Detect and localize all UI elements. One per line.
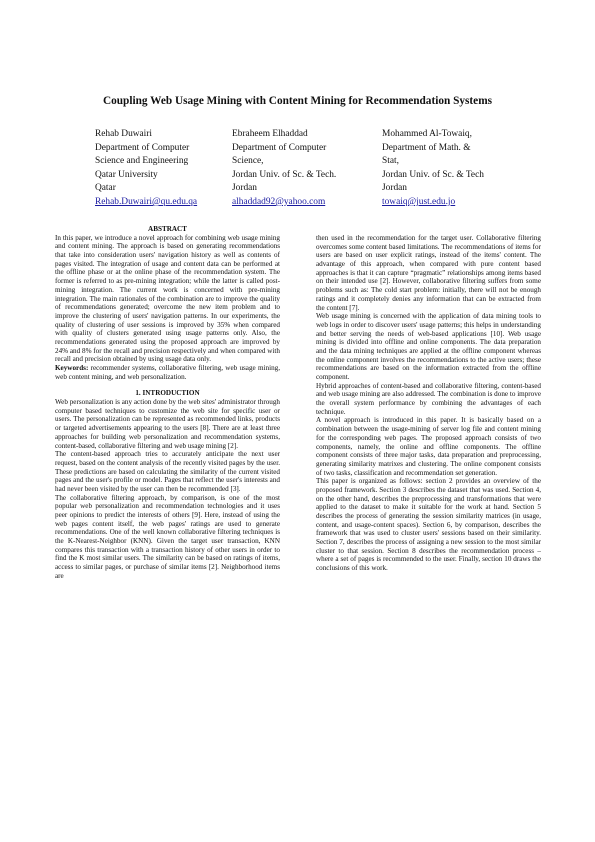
author-email-link[interactable]: towaiq@just.edu.jo — [382, 196, 456, 207]
author-affiliation: Science, — [232, 156, 264, 167]
body-paragraph: Hybrid approaches of content-based and collaborative filtering, content-based and web usage mining are also addressed. The combination is done to improve the overall system performance by combining the advantages of each technique. — [316, 381, 541, 416]
author-affiliation: Department of Math. & — [382, 142, 471, 153]
right-column — [316, 234, 541, 573]
keywords-label: Keywords: — [55, 364, 89, 372]
body-paragraph: The content-based approach tries to accurately anticipate the next user request, based on the content analysis of the recently visited pages by the user. These predictions are based on calculating the similarity of the current visited pages and the user's profile or model. Pages that reflect the user's interests and had never been visited by the user can then be recommended [3]. — [55, 450, 280, 493]
author-affiliation: Qatar University — [95, 169, 158, 180]
abstract-heading: ABSTRACT — [148, 225, 187, 233]
body-paragraph: Web personalization is any action done by the web sites' administrator through computer based techniques to customize the web site for specific user or users. The personalization can be represented as recommended links, products or targeted advertisements appearing to the users [8]. There are at least three approaches for building web personalization and recommendation systems, content-based, collaborative filtering and web usage mining [2]. — [55, 398, 280, 450]
left-column — [55, 225, 280, 581]
body-paragraph: Web usage mining is concerned with the application of data mining tools to web logs in order to discover users' usage patterns; this helps in understanding and better serving the needs of web-based applications [10]. Web usage mining is divided into offline and online components. The data preparation and the data mining techniques are applied at the offline component whereas the online component involves the recommendations to the active users; these recommendations are based on the information extracted from the offline component. — [316, 312, 541, 381]
author-affiliation: Jordan — [232, 183, 257, 194]
body-paragraph: then used in the recommendation for the target user. Collaborative filtering overcomes some content based limitations. The recommendations of items for users are based on user explicit ratings, instead of the items' content. The advantage of this approach, when compared with pure content based approaches is that it can capture “pragmatic” relationships among items based on their intended use [2]. However, collaborative filtering suffers from some problems such as: The cold start problem: initially, there will not be enough ratings and it completely denies any information that can be extracted from the content [7]. — [316, 234, 541, 312]
keywords-text: recommender systems, collaborative filtering, web usage mining, web content mining, and web personalization. — [55, 364, 280, 381]
author-email-link[interactable]: alhaddad92@yahoo.com — [232, 196, 326, 207]
abstract-text: In this paper, we introduce a novel approach for combining web usage mining and content mining. The approach is based on generating recommendations that take into consideration users' navigation history as well as contents of pages visited. The integration of usage and content data can be performed at the offline phase or at the online phase of the recommendation system. The former is referred to as pre-mining integration; while the latter is called post-mining integration. The current work is concerned with pre-mining integration. The main rationales of the combination are to improve the quality of recommendations generated; overcome the new item problem and to improve the clustering of users' navigation patterns. In our experiments, the quality of clustering of user sessions is improved by 35% when compared with quality of clusters generated using usage patterns only. Also, the recommendations generated using the proposed approach are improved by 24% and 8% for the recall and precision respectively and when compared with recall and precision obtained by using usage data only. — [55, 233, 280, 364]
author-affiliation: Stat, — [382, 156, 399, 167]
body-paragraph: This paper is organized as follows: section 2 provides an overview of the proposed framework. Section 3 describes the dataset that was used. Section 4, on the other hand, describes the preprocessing and transformations that were applied to the dataset to make it suitable for the work at hand. Section 5 describes the process of generating the session similarity matrices (in usage, content, and usage-content spaces). Section 6, by comparison, describes the framework that was used to cluster users' sessions based on their similarity. Section 7, describes the process of assigning a new session to the most similar cluster to that session. Section 8 describes the recommendation process – where a set of pages is recommended to the user. Finally, section 10 draws the conclusions of this work. — [316, 477, 541, 573]
author-affiliation: Qatar — [95, 183, 116, 194]
author-affiliation: Jordan — [382, 183, 407, 194]
author-affiliation: Department of Computer — [232, 142, 327, 153]
author-block-2 — [232, 128, 336, 210]
paper-title: Coupling Web Usage Mining with Content Mining for Recommendation Systems — [102, 95, 493, 107]
author-name: Ebraheem Elhaddad — [232, 129, 308, 139]
author-block-3 — [382, 128, 484, 210]
keywords-paragraph — [55, 364, 280, 381]
author-name: Mohammed Al-Towaiq, — [382, 129, 472, 139]
author-block-1 — [95, 128, 197, 210]
author-affiliation: Department of Computer — [95, 142, 190, 153]
author-affiliation: Jordan Univ. of Sc. & Tech — [382, 169, 484, 180]
author-affiliation: Jordan Univ. of Sc. & Tech. — [232, 169, 337, 180]
body-paragraph: A novel approach is introduced in this paper. It is basically based on a combination between the usage-mining of server log file and content mining for the corresponding web pages. The proposed approach consists of two components, namely, the online and offline components. The offline component consists of three major tasks, data preparation and preprocessing, generating similarity matrixes and clustering. The online component consists of two tasks, classification and recommendation set generation. — [316, 416, 541, 477]
body-paragraph: The collaborative filtering approach, by comparison, is one of the most popular web personalization and recommendation technologies and it uses peer opinions to predict the interests of others [9]. Here, instead of using the web pages content itself, the web pages' ratings are used to generate recommendations. One of the well known collaborative filtering techniques is the K-Nearest-Neighbor (KNN). Given the target user transaction, KNN compares this transaction with a transaction history of other users in order to find the K most similar users. The similarity can be based on ratings of items, access to similar pages, or purchase of similar items [2]. Neighborhood items are — [55, 493, 280, 580]
author-email-link[interactable]: Rehab.Duwairi@qu.edu.qa — [95, 196, 198, 207]
author-name: Rehab Duwairi — [95, 129, 153, 139]
introduction-heading: 1. INTRODUCTION — [135, 389, 200, 398]
author-affiliation: Science and Engineering — [95, 156, 189, 167]
